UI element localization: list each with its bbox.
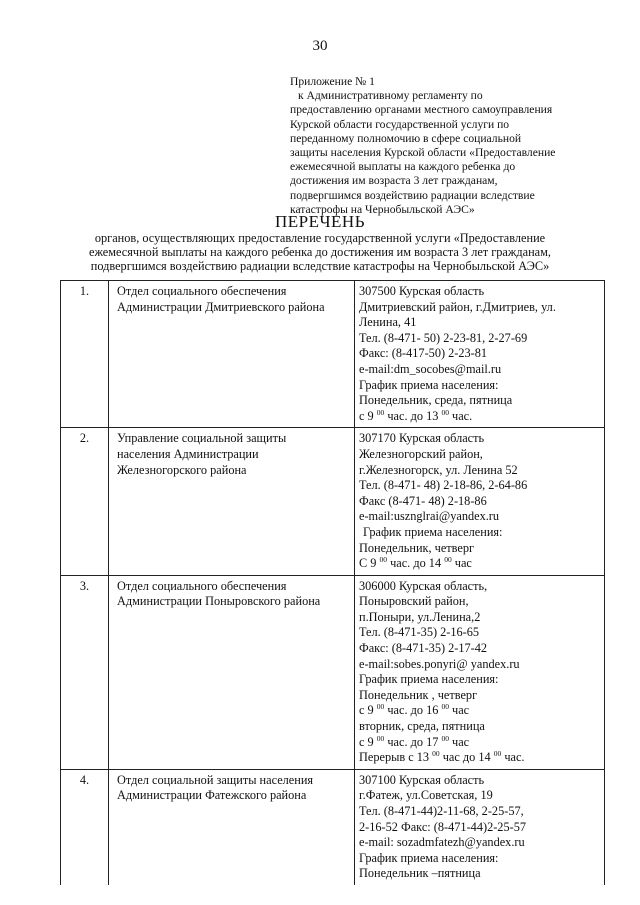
contact-email: e-mail:sobes.ponyri@ yandex.ru	[359, 656, 520, 671]
appendix-line: к Административному регламенту по	[298, 89, 483, 103]
page-number: 30	[312, 38, 328, 54]
appendix-line: предоставлению органами местного самоуправления	[290, 103, 553, 117]
row-number: 1.	[61, 281, 109, 428]
table-row	[61, 575, 605, 769]
contact-line: Факс: (8-471-35) 2-17-42	[359, 641, 488, 656]
contact-email: e-mail: sozadmfatezh@yandex.ru	[359, 835, 525, 850]
appendix-line: катастрофы на Чернобыльской АЭС»	[290, 202, 475, 216]
contact-line: График приема населения:	[359, 672, 499, 687]
agency-name-line: Администрации Поныровского района	[117, 594, 321, 609]
appendix-line: Приложение № 1	[290, 75, 375, 88]
agency-name-cell	[109, 428, 355, 575]
document-subtitle	[0, 231, 640, 273]
lunch-break: Перерыв с 13 $^{00}$ час до 14 $^{00}$ час.	[359, 749, 525, 765]
appendix-header	[290, 75, 590, 217]
subtitle-line: подвергшимся воздействию радиации вследствие катастрофы на Чернобыльской АЭС»	[90, 259, 550, 273]
contact-line: Дмитриевский район, г.Дмитриев, ул.	[359, 299, 556, 314]
office-hours: с 9 $^{00}$ час. до 17 $^{00}$ час	[359, 733, 470, 749]
contact-line: Понедельник –пятница	[359, 866, 481, 881]
agency-name-line: Железногорского района	[117, 462, 247, 477]
row-number: 2.	[61, 428, 109, 575]
agency-name-line: Управление социальной защиты	[117, 431, 287, 446]
office-hours: с 9 $^{00}$ час. до 16 $^{00}$ час	[359, 702, 470, 718]
contact-line: 307500 Курская область	[359, 284, 485, 298]
contact-line: 306000 Курская область,	[359, 578, 488, 593]
office-hours: С 9 $^{00}$ час. до 14 $^{00}$ час	[359, 555, 472, 571]
contact-line: 2-16-52 Факс: (8-471-44)2-25-57	[359, 819, 526, 834]
appendix-line: ежемесячной выплаты на каждого ребенка до	[290, 160, 516, 174]
contact-line: п.Поныри, ул.Ленина,2	[359, 609, 481, 624]
agency-name-line: Администрации Фатежского района	[117, 788, 307, 803]
subtitle-line: ежемесячной выплаты на каждого ребенка до достижения им возраста 3 лет гражданам,	[89, 245, 551, 259]
contact-cell	[355, 428, 605, 575]
agency-name-line: Администрации Дмитриевского района	[117, 299, 325, 314]
contact-cell	[355, 575, 605, 769]
appendix-line: подвергшимся воздействию радиации вследствие	[290, 188, 535, 202]
appendix-line: достижения им возраста 3 лет гражданам,	[290, 174, 498, 188]
agency-name-line: Отдел социальной защиты населения	[117, 772, 314, 787]
agencies-table	[60, 280, 605, 885]
agency-name-line: населения Администрации	[117, 446, 259, 461]
row-number: 3.	[61, 575, 109, 769]
contact-line: Тел. (8-471-35) 2-16-65	[359, 625, 480, 640]
contact-line: График приема населения:	[359, 377, 499, 392]
agency-name-line: Отдел социального обеспечения	[117, 284, 287, 298]
contact-email: e-mail:usznglrai@yandex.ru	[359, 509, 500, 524]
table-row	[61, 769, 605, 885]
contact-cell	[355, 769, 605, 885]
contact-line: 307100 Курская область	[359, 772, 485, 787]
row-number: 4.	[61, 769, 109, 885]
table-row	[61, 281, 605, 428]
contact-line: График приема населения:	[363, 524, 503, 539]
contact-line: г.Фатеж, ул.Советская, 19	[359, 788, 493, 803]
office-hours: с 9 $^{00}$ час. до 13 $^{00}$ час.	[359, 407, 473, 423]
contact-line: Железногорский район,	[359, 446, 483, 461]
agency-name-cell	[109, 575, 355, 769]
appendix-line: переданному полномочию в сфере социальной	[290, 131, 522, 145]
contact-line: Поныровский район,	[359, 594, 469, 609]
office-days: вторник, среда, пятница	[359, 719, 485, 734]
contact-cell	[355, 281, 605, 428]
contact-line: Тел. (8-471- 50) 2-23-81, 2-27-69	[359, 330, 528, 345]
contact-line: Факс (8-471- 48) 2-18-86	[359, 493, 487, 508]
contact-line: 307170 Курская область	[359, 431, 485, 446]
contact-line: Тел. (8-471-44)2-11-68, 2-25-57,	[359, 804, 524, 818]
table-row	[61, 428, 605, 575]
appendix-line: защиты населения Курской области «Предоставление	[290, 146, 556, 160]
contact-line: Ленина, 41	[359, 315, 417, 330]
contact-line: г.Железногорск, ул. Ленина 52	[359, 462, 518, 477]
agency-name-cell	[109, 281, 355, 428]
document-title: ПЕРЕЧЕНЬ	[275, 212, 365, 231]
contact-line: Факс: (8-417-50) 2-23-81	[359, 346, 488, 361]
contact-line: Понедельник, среда, пятница	[359, 393, 513, 408]
contact-email: e-mail:dm_socobes@mail.ru	[359, 361, 502, 376]
contact-line: График приема населения:	[359, 850, 499, 865]
agency-name-line: Отдел социального обеспечения	[117, 578, 287, 593]
agency-name-cell	[109, 769, 355, 885]
appendix-line: Курской области государственной услуги по	[290, 117, 510, 131]
subtitle-line: органов, осуществляющих предоставление государственной услуги «Предоставление	[94, 231, 546, 245]
contact-line: Тел. (8-471- 48) 2-18-86, 2-64-86	[359, 478, 528, 493]
contact-line: Понедельник, четверг	[359, 540, 475, 555]
contact-line: Понедельник , четверг	[359, 687, 478, 702]
